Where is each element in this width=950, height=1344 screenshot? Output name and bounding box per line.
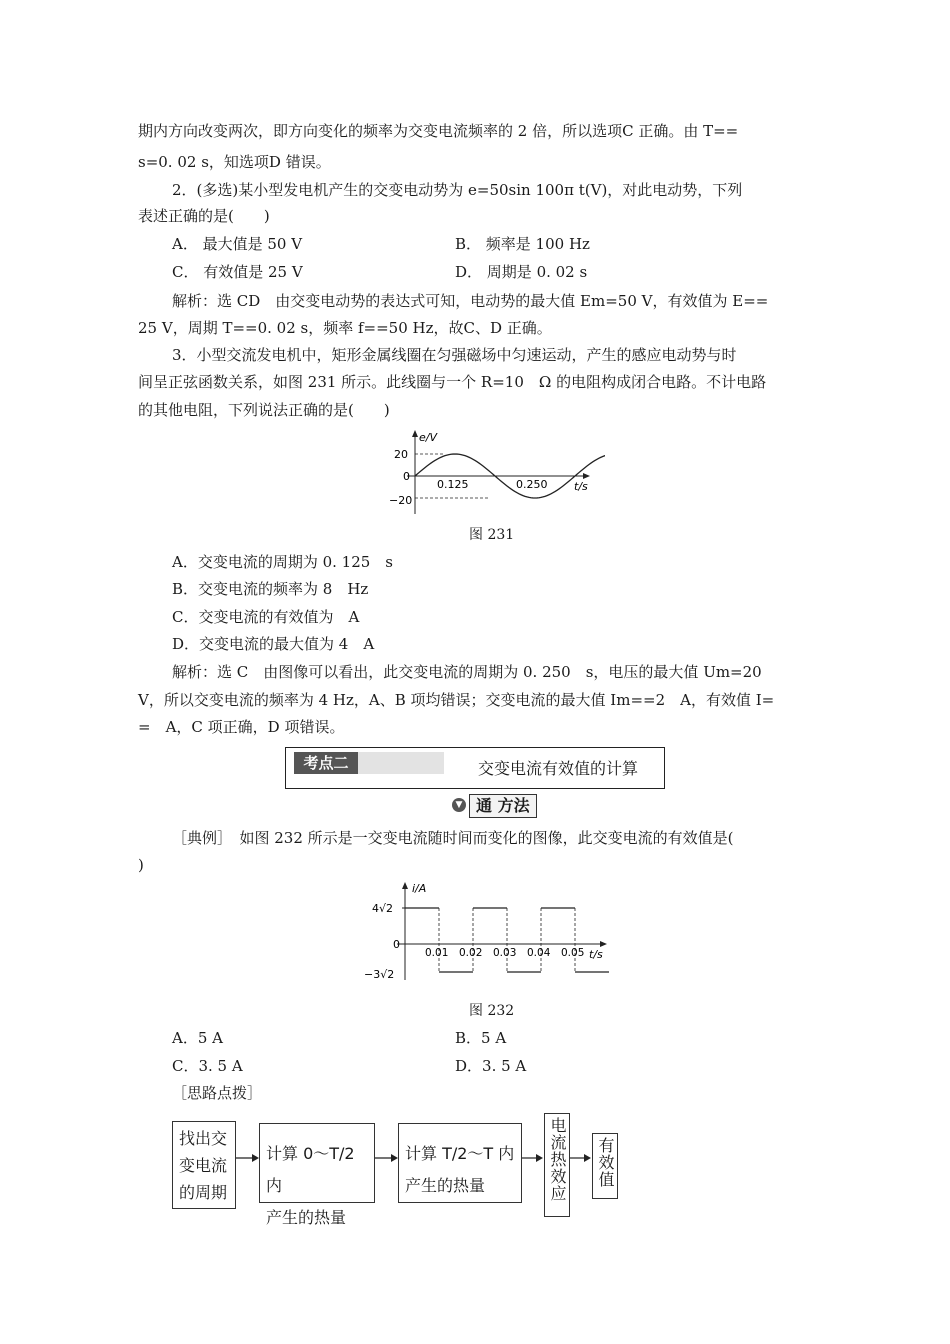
question-2-stem: 表述正确的是( ) <box>138 207 270 225</box>
figure-232-caption: 图 232 <box>469 1003 515 1019</box>
flow-text: 有效值 <box>596 1137 615 1188</box>
option-c: C．交变电流的有效值为 A <box>172 608 360 626</box>
option-d: D． 周期是 0. 02 s <box>455 263 588 281</box>
x-tick-label: 0.05 <box>561 947 585 959</box>
flow-text: 产生的热量 <box>405 1176 486 1195</box>
flow-box-heating-effect <box>544 1113 570 1217</box>
option-c: C．3. 5 A <box>172 1057 243 1075</box>
square-wave <box>402 908 609 972</box>
flow-box-effective-value <box>592 1133 618 1199</box>
option-d: D．交变电流的最大值为 4 A <box>172 635 375 653</box>
flow-text: 计算 0～T/2 内 <box>266 1144 355 1195</box>
y-axis-label: i/A <box>412 882 427 895</box>
hint-label: ［思路点拨］ <box>172 1084 263 1102</box>
text-line: s=0. 02 s，知选项D 错误。 <box>138 153 331 171</box>
flow-text: 找出交 <box>179 1129 228 1148</box>
option-b: B．交变电流的频率为 8 Hz <box>172 580 369 598</box>
y-axis-label: e/V <box>419 431 437 444</box>
arrow-icon <box>236 1152 260 1164</box>
x-axis-label: t/s <box>574 480 588 493</box>
text-line: 期内方向改变两次，即方向变化的频率为交变电流频率的 2 倍，所以选项C 正确。由 T== <box>138 122 739 140</box>
x-tick-label: 0.250 <box>516 478 548 491</box>
y-tick-label: 20 <box>394 448 408 461</box>
flow-box-first-half-heat <box>259 1123 375 1227</box>
x-tick-label: 0.02 <box>459 947 483 959</box>
example-stem: ［典例］ 如图 232 所示是一交变电流随时间而变化的图像，此交变电流的有效值是( <box>172 829 734 847</box>
y-tick-label: 0 <box>393 938 400 951</box>
solution-text: = A，C 项正确，D 项错误。 <box>138 718 345 736</box>
solution-text: 25 V，周期 T==0. 02 s，频率 f==50 Hz，故C、D 正确。 <box>138 319 552 337</box>
flow-text: 电流热效应 <box>548 1117 567 1202</box>
question-3-stem: 间呈正弦函数关系，如图 231 所示。此线圈与一个 R=10 Ω 的电阻构成闭合电路。不计电路 <box>138 373 767 391</box>
question-2-stem: 2．(多选)某小型发电机产生的交变电动势为 e=50sin 100π t(V)，对此电动势，下列 <box>172 181 743 199</box>
arrow-icon <box>522 1152 544 1164</box>
flow-text: 产生的热量 <box>266 1208 347 1227</box>
option-c: C． 有效值是 25 V <box>172 263 303 281</box>
solution-text: 解析：选 CD 由交变电动势的表达式可知，电动势的最大值 Em=50 V，有效值为 E== <box>172 292 769 310</box>
arrow-icon <box>375 1152 399 1164</box>
arrow-icon <box>570 1152 592 1164</box>
x-tick-label: 0.125 <box>437 478 469 491</box>
section-title: 交变电流有效值的计算 <box>478 759 639 778</box>
option-d: D．3. 5 A <box>455 1057 527 1075</box>
question-3-stem: 3．小型交流发电机中，矩形金属线圈在匀强磁场中匀速运动，产生的感应电动势与时 <box>172 346 737 364</box>
triangle-down-icon: ▼ <box>452 798 466 812</box>
y-tick-label: −3√2 <box>364 968 395 981</box>
solution-text: 解析：选 C 由图像可以看出，此交变电流的周期为 0. 250 s，电压的最大值 Um=20 <box>172 663 762 681</box>
x-tick-label: 0.04 <box>527 947 551 959</box>
example-stem: ) <box>138 856 144 874</box>
flow-box-second-half-heat <box>398 1123 522 1203</box>
solution-text: V，所以交变电流的频率为 4 Hz，A、B 项均错误；交变电流的最大值 Im==2 A，有效值 I= <box>138 691 775 709</box>
figure-232-chart <box>360 880 620 985</box>
y-tick-label: 0 <box>403 470 410 483</box>
section-header <box>285 747 665 789</box>
y-tick-label: 4√2 <box>372 902 394 915</box>
flow-text: 计算 T/2～T 内 <box>405 1144 515 1163</box>
x-tick-label: 0.01 <box>425 947 449 959</box>
flow-text: 变电流 <box>179 1156 228 1175</box>
figure-231-caption: 图 231 <box>469 527 515 543</box>
method-label: 通 方法 <box>469 794 537 818</box>
option-b: B． 频率是 100 Hz <box>455 235 590 253</box>
x-tick-label: 0.03 <box>493 947 517 959</box>
option-a: A． 最大值是 50 V <box>172 235 303 253</box>
x-axis-label: t/s <box>589 948 603 961</box>
flow-box-find-period <box>172 1121 236 1209</box>
option-b: B．5 A <box>455 1029 507 1047</box>
question-3-stem: 的其他电阻，下列说法正确的是( ) <box>138 401 390 419</box>
option-a: A．5 A <box>172 1029 223 1047</box>
section-tag <box>294 752 444 774</box>
y-tick-label: −20 <box>389 494 413 507</box>
section-tag-label: 考点二 <box>294 752 358 774</box>
option-a: A．交变电流的周期为 0. 125 s <box>172 553 394 571</box>
flow-text: 的周期 <box>179 1183 228 1202</box>
figure-231-chart <box>385 428 605 518</box>
